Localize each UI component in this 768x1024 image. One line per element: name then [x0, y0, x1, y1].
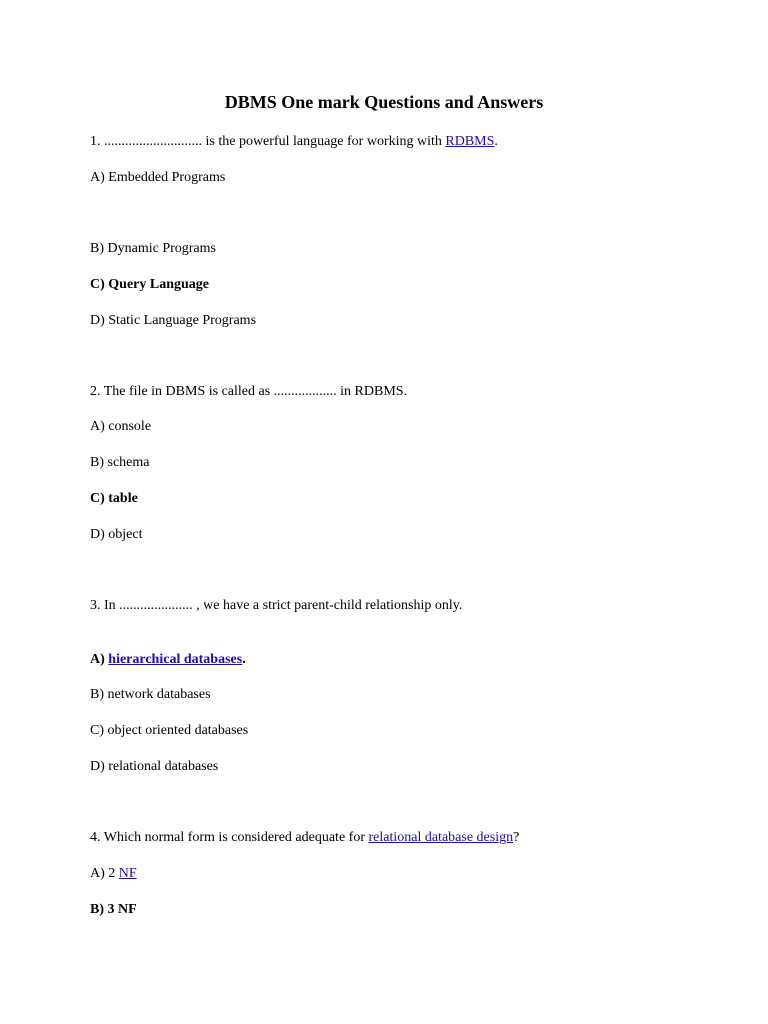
question-1-suffix: .	[494, 134, 498, 149]
q2-option-d: D) object	[90, 527, 143, 542]
rdbms-link[interactable]: RDBMS	[445, 134, 495, 149]
q4-option-b-answer: B) 3 NF	[90, 902, 137, 917]
question-1	[90, 133, 498, 151]
question-3: 3. In ..................... , we have a strict parent-child relationship only.	[90, 598, 463, 613]
q4-option-a-prefix: A) 2	[90, 866, 119, 881]
relational-database-design-link[interactable]: relational database design	[368, 830, 514, 845]
question-2: 2. The file in DBMS is called as .................. in RDBMS.	[90, 384, 408, 399]
question-1-text: 1. ............................ is the powerful language for working with	[90, 134, 446, 149]
q3-option-a-answer	[90, 651, 246, 669]
q1-option-c-answer: C) Query Language	[90, 277, 209, 292]
q2-option-c-answer: C) table	[90, 491, 138, 506]
page-title: DBMS One mark Questions and Answers	[224, 92, 544, 112]
q1-option-d: D) Static Language Programs	[90, 313, 257, 328]
q3-option-b: B) network databases	[90, 687, 211, 702]
q4-option-a	[90, 865, 137, 883]
question-4	[90, 829, 519, 847]
hierarchical-databases-link[interactable]: hierarchical databases	[108, 652, 243, 667]
question-4-text: 4. Which normal form is considered adequate for	[90, 830, 369, 845]
q1-option-b: B) Dynamic Programs	[90, 241, 216, 256]
q3-option-a-suffix: .	[242, 652, 246, 667]
q3-option-d: D) relational databases	[90, 759, 219, 774]
q1-option-a: A) Embedded Programs	[90, 170, 226, 185]
q3-option-c: C) object oriented databases	[90, 723, 249, 738]
q2-option-a: A) console	[90, 419, 152, 434]
question-4-suffix: ?	[513, 830, 520, 845]
nf-link[interactable]: NF	[118, 866, 137, 881]
q2-option-b: B) schema	[90, 455, 150, 470]
q3-option-a-prefix: A)	[90, 652, 109, 667]
